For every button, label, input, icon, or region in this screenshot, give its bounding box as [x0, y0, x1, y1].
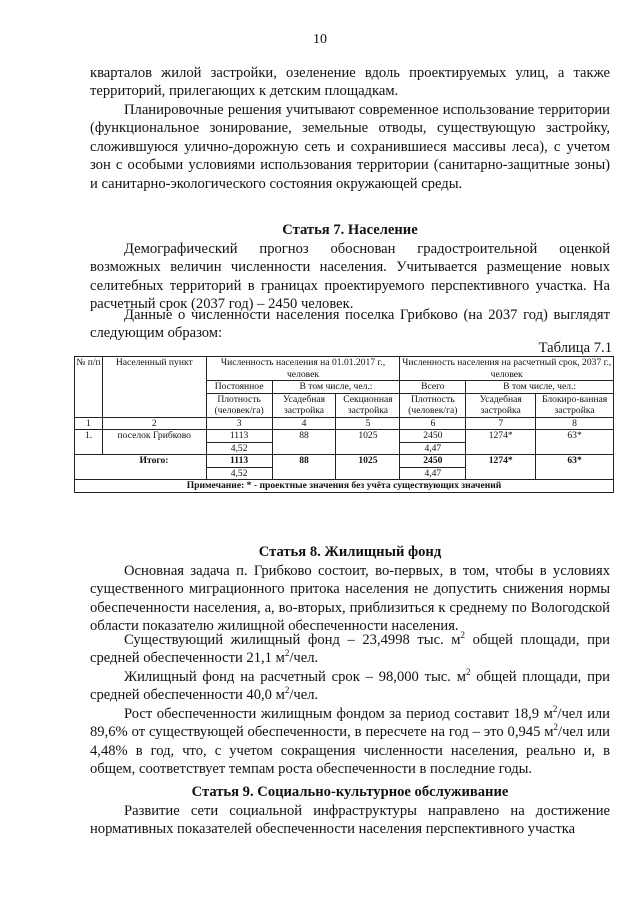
paragraph-8 [90, 705, 610, 779]
page-number: 10 [313, 32, 327, 47]
table-label: Таблица 7.1 [538, 340, 612, 356]
row-section: 1025 [336, 430, 400, 455]
header-2037: Численность населения на расчетный срок, 2037 г., человек [400, 357, 614, 381]
total-density-2017: 4,52 [206, 467, 272, 480]
p8-part-a: Рост обеспеченности жилищным фондом за период составит 18,9 м [124, 706, 553, 722]
row-permanent: 1113 [206, 430, 272, 443]
p7-sup-b: 2 [284, 685, 290, 696]
note-row [75, 480, 614, 493]
header-manor-2037: Усадебная застройка [466, 393, 536, 417]
header-density-2017: Плотность (человек/га) [206, 393, 272, 417]
total-blocked: 63* [536, 455, 614, 480]
p8-part-b: /чел или 89,6% от существующей обеспеченности, в пересчете на год – это 0,945 м [90, 706, 610, 741]
paragraph-1: кварталов жилой застройки, озеленение вдоль проектируемых улиц, а также территорий, прилегающих к детским площадкам. [90, 65, 610, 100]
header-place: Населенный пункт [102, 357, 206, 418]
col-num-4: 4 [272, 417, 336, 430]
col-num-2: 2 [102, 417, 206, 430]
header-section: Секционная застройка [336, 393, 400, 417]
row-density-2037: 4,47 [400, 442, 466, 455]
table-note: Примечание: * - проектные значения без учёта существующих значений [75, 480, 614, 493]
col-num-6: 6 [400, 417, 466, 430]
total-section: 1025 [336, 455, 400, 480]
col-num-8: 8 [536, 417, 614, 430]
total-total: 2450 [400, 455, 466, 468]
header-density-2037: Плотность (человек/га) [400, 393, 466, 417]
col-num-5: 5 [336, 417, 400, 430]
header-total: Всего [400, 381, 466, 394]
row-blocked: 63* [536, 430, 614, 455]
total-label: Итого: [102, 455, 206, 480]
header-manor-2017: Усадебная застройка [272, 393, 336, 417]
p7-part-c: /чел. [289, 687, 319, 704]
paragraph-4: Данные о численности населения поселка Грибково (на 2037 год) выглядят следующим образом: [90, 307, 610, 342]
total-num-empty [75, 455, 103, 480]
column-numbers-row [75, 417, 614, 430]
row-place: поселок Грибково [102, 430, 206, 455]
p7-part-b: общей площади, при средней обеспеченности 40,0 м [90, 669, 610, 704]
paragraph-6 [90, 631, 610, 668]
row-manor-2037: 1274* [466, 430, 536, 455]
population-table [74, 356, 614, 493]
header-2017: Численность населения на 01.01.2017 г., человек [206, 357, 400, 381]
total-row [75, 455, 614, 468]
header-blocked: Блокиро-ванная застройка [536, 393, 614, 417]
p7-part-a: Жилищный фонд на расчетный срок – 98,000 тыс. м [124, 669, 466, 685]
col-num-1: 1 [75, 417, 103, 430]
paragraph-3: Демографический прогноз обоснован градостроительной оценкой возможных величин численности населения. Учитывается размещение новых селитебных территорий в границах проектируемого перспективного участка. На расчетный срок (2037 год) – 2450 человек. [90, 241, 610, 313]
p6-sup-a: 2 [460, 630, 466, 641]
p6-part-c: /чел. [289, 650, 319, 667]
col-num-3: 3 [206, 417, 272, 430]
row-density-2017: 4,52 [206, 442, 272, 455]
total-permanent: 1113 [206, 455, 272, 468]
p6-part-b: общей площади, при средней обеспеченности 21,1 м [90, 632, 610, 667]
heading-article-7: Статья 7. Население [282, 222, 418, 238]
p7-sup-a: 2 [465, 667, 471, 678]
paragraph-9: Развитие сети социальной инфраструктуры направлено на достижение нормативных показателей обеспеченности населения перспективного участка [90, 803, 610, 838]
col-num-7: 7 [466, 417, 536, 430]
paragraph-5: Основная задача п. Грибково состоит, во-первых, в том, чтобы в условиях существенного миграционного притока населения не допустить снижения нормы обеспеченности населения, а, во-вторых, приблизиться к среднему по Вологодской области показателю жилищной обеспеченности населения. [90, 563, 610, 635]
header-including-2017: В том числе, чел.: [272, 381, 400, 394]
p6-sup-b: 2 [284, 648, 290, 659]
row-manor-2017: 88 [272, 430, 336, 455]
total-density-2037: 4,47 [400, 467, 466, 480]
header-num: № п/п [75, 357, 103, 418]
row-num: 1. [75, 430, 103, 455]
paragraph-2: Планировочные решения учитывают современное использование территории (функциональное зонирование, земельные отводы, существующую застройку, сложившуюся улично-дорожную сеть и сохранившиеся массивы леса), с учетом зон с особыми условиями использования территории (санитарно-защитные зоны) и санитарно-экологического состояния окружающей среды. [90, 102, 610, 192]
paragraph-7 [90, 668, 610, 705]
total-manor-2017: 88 [272, 455, 336, 480]
table-row [75, 430, 614, 443]
p8-sup-b: 2 [553, 722, 559, 733]
heading-article-8: Статья 8. Жилищный фонд [258, 544, 442, 560]
p6-part-a: Существующий жилищный фонд – 23,4998 тыс. м [124, 632, 461, 648]
header-including-2037: В том числе, чел.: [466, 381, 614, 394]
row-total: 2450 [400, 430, 466, 443]
heading-article-9: Статья 9. Социально-культурное обслуживание [191, 784, 509, 800]
p8-sup-a: 2 [552, 704, 558, 715]
total-manor-2037: 1274* [466, 455, 536, 480]
p8-part-c: /чел или 4,48% в год, что, с учетом сокращения численности населения, реально и, в общем, соответствует темпам роста обеспеченности в последние годы. [90, 724, 610, 778]
header-permanent: Постоянное [206, 381, 272, 394]
